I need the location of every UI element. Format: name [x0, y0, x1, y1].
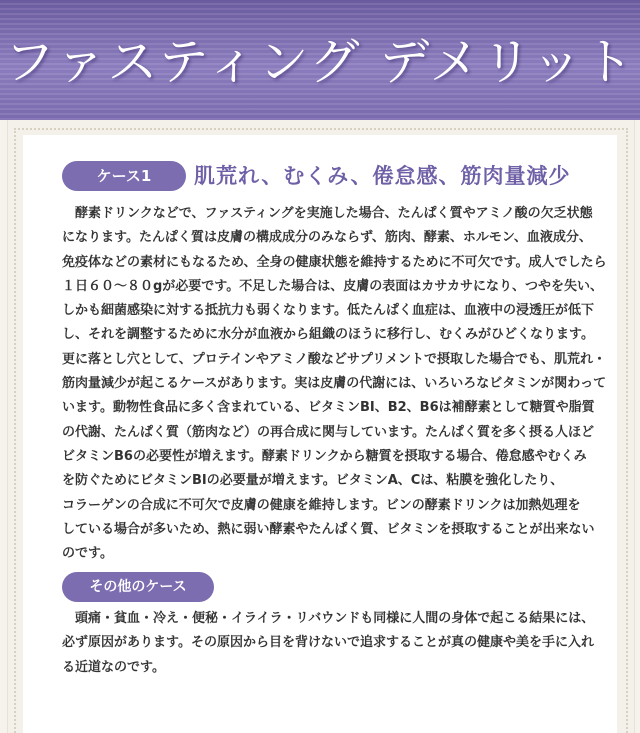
body-line: し、それを調整するために水分が血液から組織のほうに移行し、むくみがひどくなります。	[62, 327, 594, 343]
body-line: る近道なのです。	[62, 659, 165, 675]
body-line: 酵素ドリンクなどで、ファスティングを実施した場合、たんぱく質やアミノ酸の欠乏状態	[75, 206, 593, 221]
body-line: 頭痛・貧血・冷え・便秘・イライラ・リバウンドも同様に人間の身体で起こる結果には、	[75, 611, 595, 626]
other-case-body	[62, 607, 595, 680]
body-line: のです。	[62, 546, 113, 562]
body-line: １日６０～８０gが必要です。不足した場合は、皮膚の表面はカサカサになり、つやを失い、	[62, 278, 604, 294]
page-title: ファスティング デメリット	[4, 33, 636, 91]
body-line: 更に落とし穴として、プロテインやアミノ酸などサプリメントで摂取した場合でも、肌荒れ・	[62, 351, 607, 367]
body-line: ビタミンB6の必要性が増えます。酵素ドリンクから糖質を摂取する場合、倦怠感やむくみ	[62, 448, 587, 464]
body-line: 免疫体などの素材にもなるため、全身の健康状態を維持するために不可欠です。成人でしたら	[62, 254, 607, 270]
header-banner	[0, 0, 640, 120]
body-line: の代謝、たんぱく質（筋肉など）の再合成に関与しています。たんぱく質を多く摂る人ほど	[62, 424, 594, 440]
other-case-label: その他のケース	[62, 572, 214, 602]
body-line: しかも細菌感染に対する抵抗力も弱くなります。低たんぱく血症は、血液中の浸透圧が低下	[62, 303, 594, 319]
body-line: を防ぐためにビタミンBⅠの必要量が増えます。ビタミンA、Cは、粘膜を強化したり、	[62, 473, 564, 489]
body-line: 筋肉量減少が起こるケースがあります。実は皮膚の代謝には、いろいろなビタミンが関わって	[62, 376, 607, 392]
body-line: している場合が多いため、熱に弱い酵素やたんぱく質、ビタミンを摂取することが出来ない	[62, 521, 595, 537]
body-line: になります。たんぱく質は皮膚の構成成分のみならず、筋肉、酵素、ホルモン、血液成分、	[62, 230, 592, 246]
body-line: います。動物性食品に多く含まれている、ビタミンBⅠ、B2、B6は補酵素として糖質や脂質	[62, 400, 595, 416]
case1-heading: 肌荒れ、むくみ、倦怠感、筋肉量減少	[194, 164, 571, 188]
case1-label: ケース1	[62, 161, 186, 191]
body-line: 必ず原因があります。その原因から目を背けないで追求することが真の健康や美を手に入れ	[62, 635, 594, 651]
body-line: コラーゲンの合成に不可欠で皮膚の健康を維持します。ビンの酵素ドリンクは加熱処理を	[62, 497, 581, 513]
case1-body	[62, 202, 607, 566]
